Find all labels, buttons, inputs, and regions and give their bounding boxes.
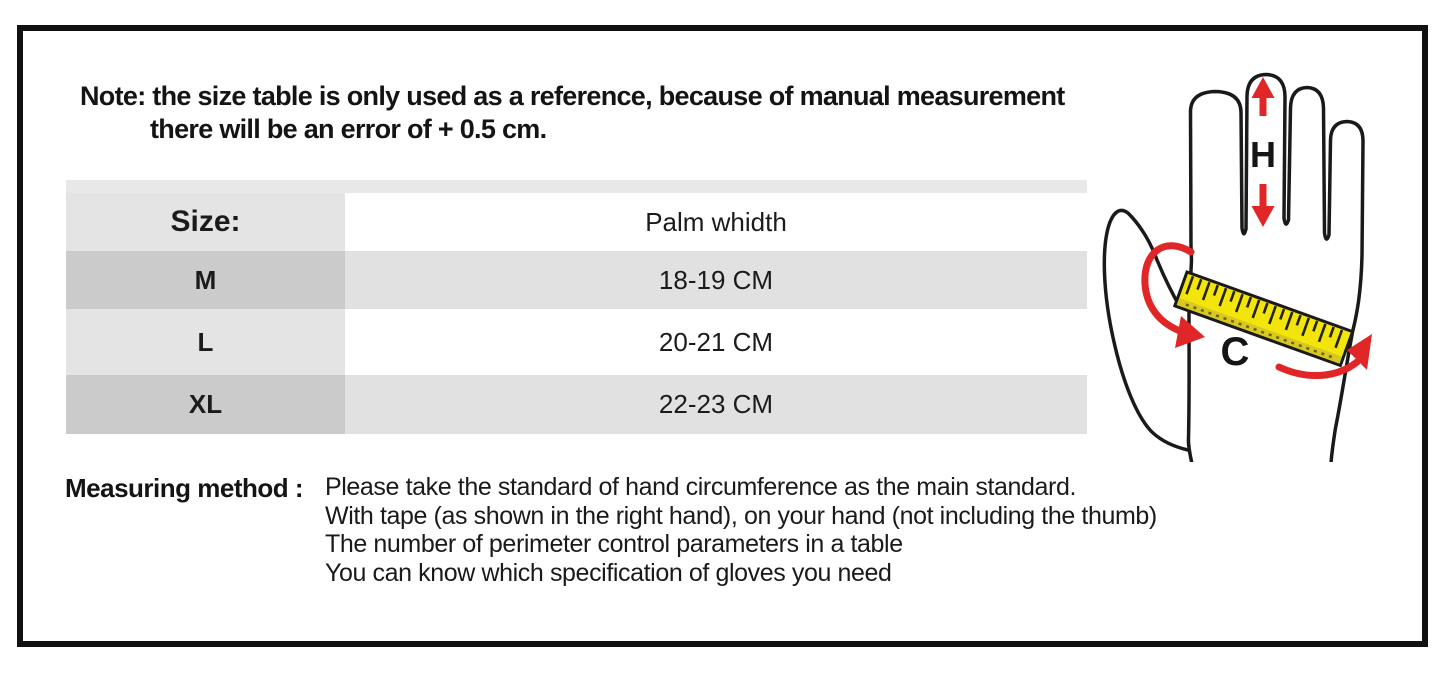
measuring-method-lines (325, 473, 1157, 587)
note-line-2: there will be an error of + 0.5 cm. (150, 114, 547, 144)
table-header-row (66, 193, 1087, 251)
table-top-strip (66, 180, 1087, 193)
size-cell: XL (66, 375, 345, 434)
table-row-xl (66, 375, 1087, 434)
measuring-line: Please take the standard of hand circumference as the main standard. (325, 473, 1077, 501)
height-label: H (1250, 134, 1276, 175)
note-line-1: Note: the size table is only used as a reference, because of manual measurement (80, 81, 1065, 111)
palm-cell: 22-23 CM (345, 375, 1087, 434)
circumference-label: C (1220, 330, 1250, 374)
note-text (80, 80, 1140, 146)
measuring-method-section (65, 473, 1157, 587)
measuring-line: The number of perimeter control parameters in a table (325, 530, 903, 558)
hand-outline (1188, 75, 1363, 463)
palm-cell: 20-21 CM (345, 309, 1087, 375)
size-cell: L (66, 309, 345, 375)
table-row-l (66, 309, 1087, 375)
table-row-m (66, 251, 1087, 309)
palm-width-header-cell: Palm whidth (345, 193, 1087, 251)
hand-measurement-diagram (1095, 50, 1415, 462)
size-table (66, 180, 1087, 434)
measuring-method-label: Measuring method : (65, 473, 304, 503)
size-cell: M (66, 251, 345, 309)
palm-cell: 18-19 CM (345, 251, 1087, 309)
measuring-line: With tape (as shown in the right hand), on your hand (not including the thumb) (325, 501, 1157, 530)
measuring-line: You can know which specification of gloves you need (325, 558, 892, 587)
size-header-cell: Size: (66, 193, 345, 251)
